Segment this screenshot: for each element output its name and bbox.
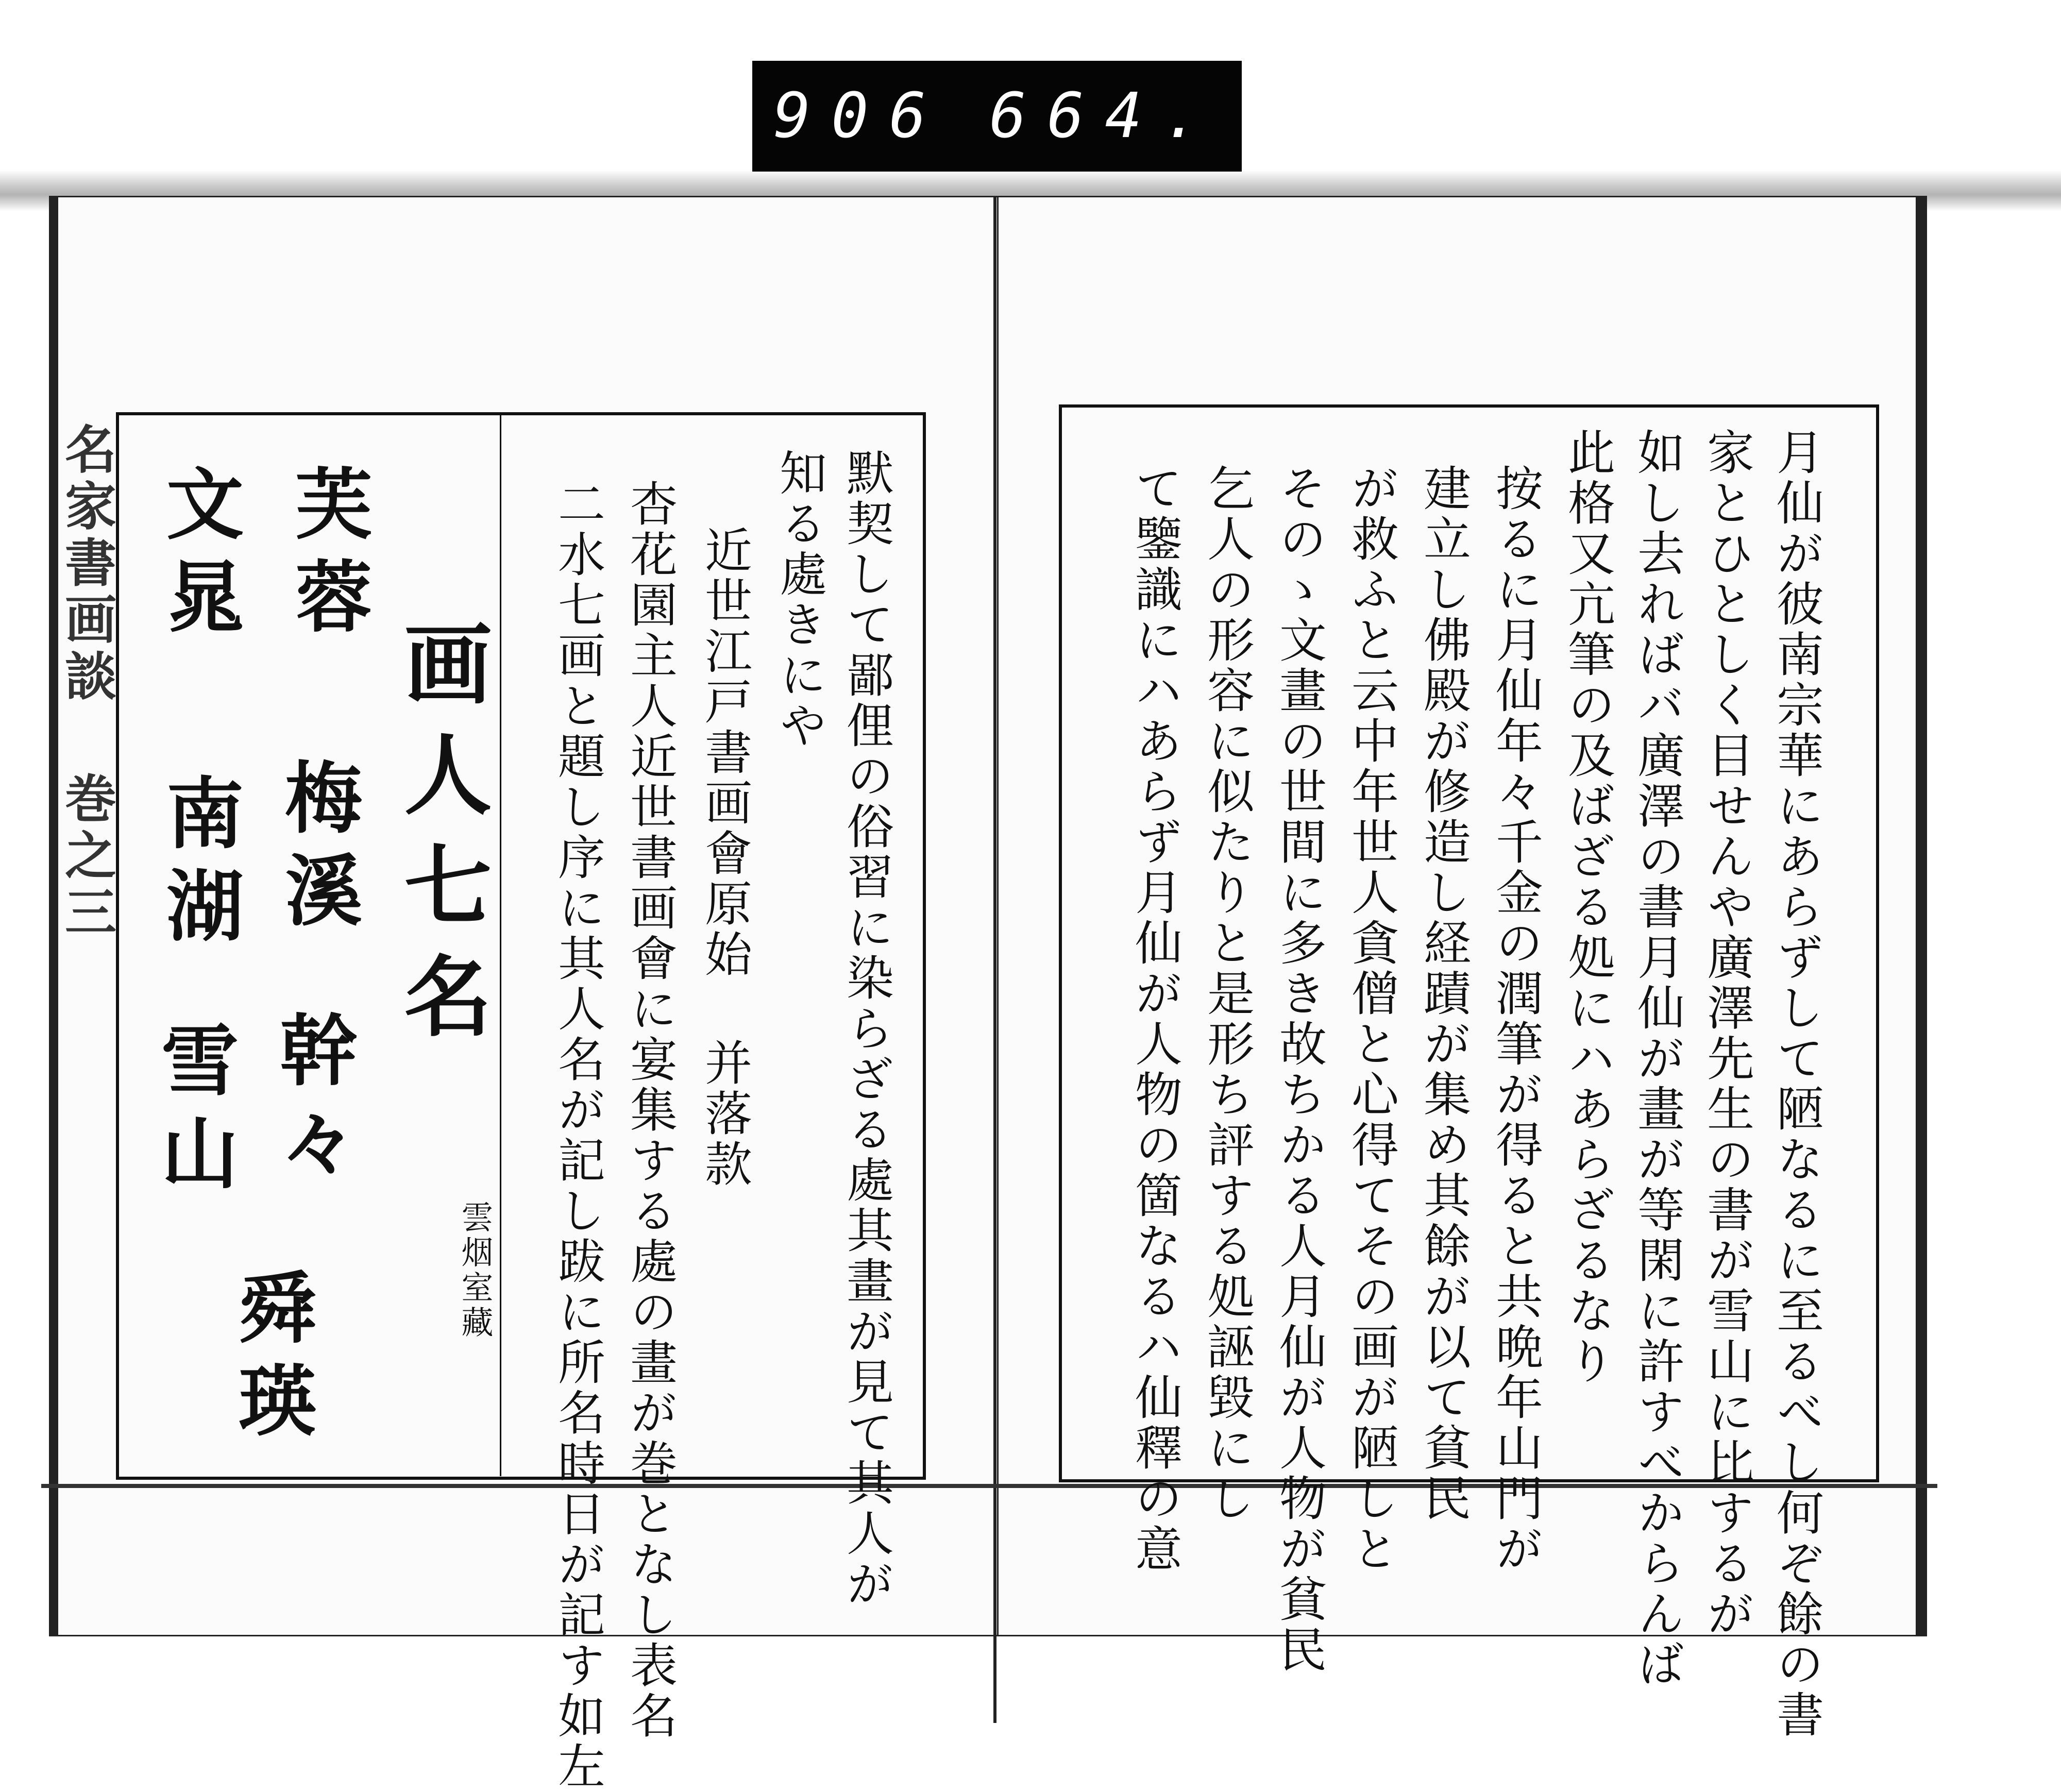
painter-name-7: 舜瑛: [225, 1267, 316, 1453]
painter-name-1: 芙蓉: [282, 464, 373, 649]
left-intro-col-1: 默契して鄙俚の俗習に染らざる處其畫が見て其人が: [839, 448, 894, 1610]
book-fold: [993, 196, 996, 1723]
section-col-2: 杏花園主人近世書画會に宴集する處の畫が巻となし表名: [622, 479, 678, 1742]
painter-name-6: 雪山: [148, 1020, 239, 1206]
right-col-4: 此格又亢筆の及ばざる処にハあらざるなり: [1560, 428, 1615, 1387]
collection-note: 雲烟室藏: [456, 1201, 494, 1341]
left-frame-divider: [500, 412, 501, 1476]
painter-name-4: 南湖: [153, 773, 244, 958]
right-col-3: 如し去ればバ廣澤の書月仙が畫が等閑に許すべからんば: [1630, 428, 1685, 1690]
painter-name-3: 文晁: [153, 464, 244, 649]
right-col-7: が救ふと云中年世人貪僧と心得てその画が陋しと: [1344, 464, 1399, 1575]
catalog-label: [752, 61, 1242, 172]
right-col-2: 家とひとしく目せんや廣澤先生の書が雪山に比するが: [1699, 428, 1754, 1639]
spine-header: 名家書画談 巻之三: [56, 422, 117, 942]
left-intro-col-2: 知る處きにや: [772, 448, 827, 751]
right-col-6: 建立し佛殿が修造し経蹟が集め其餘が以て貧民: [1416, 464, 1471, 1524]
painter-name-5: 幹々: [266, 1010, 357, 1195]
right-col-9: 乞人の形容に似たりと是形ち評する処誣毀にし: [1200, 464, 1255, 1524]
painter-name-2: 梅溪: [272, 757, 362, 943]
section-heading: 近世江戸書画會原始 并落款: [697, 526, 752, 1190]
catalog-left-number: 906: [773, 80, 947, 152]
right-col-10: て鑒識にハあらず月仙が人物の箇なるハ仙釋の意: [1127, 464, 1182, 1575]
right-col-5: 按るに月仙年々千金の潤筆が得ると共晩年山門が: [1488, 464, 1543, 1575]
catalog-right-number: 664.: [989, 80, 1221, 152]
right-col-8: そのゝ文畫の世間に多き故ちかる人月仙が人物が貧民: [1272, 464, 1327, 1676]
right-col-1: 月仙が彼南宗華にあらずして陋なるに至るべし何ぞ餘の書: [1769, 428, 1824, 1740]
section-col-3: 二水七画と題し序に其人名が記し跋に所名時日が記す如左: [550, 479, 605, 1792]
list-title: 画人七名: [389, 618, 492, 1061]
